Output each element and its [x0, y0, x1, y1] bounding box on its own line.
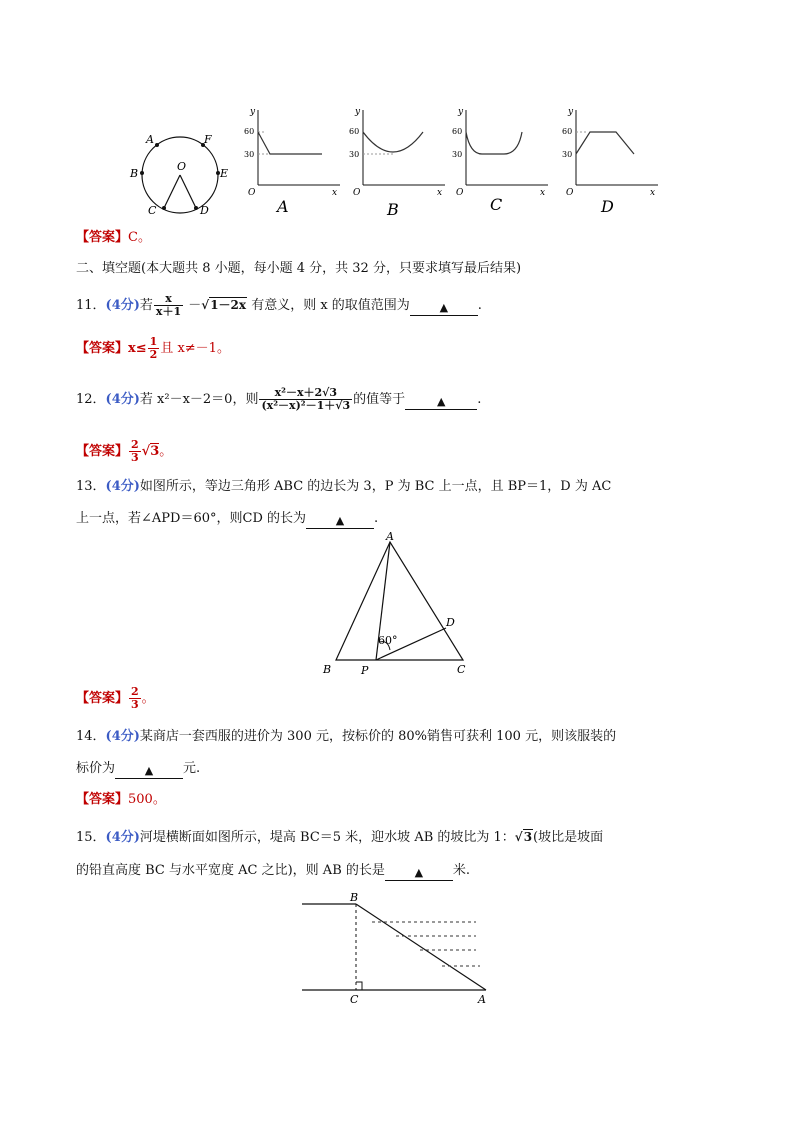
svg-text:y: y — [250, 107, 256, 117]
q13-triangle-figure — [318, 532, 478, 680]
svg-text:O: O — [456, 188, 464, 198]
q11-answer: 【答案】x≤ $\frac{1}{2}$ 且 x≠－1。 — [76, 335, 230, 361]
circle-label-F: F — [204, 133, 212, 146]
circle-label-B: B — [130, 167, 139, 180]
q14-question-line2: 标价为 ▲ 元. — [76, 761, 201, 777]
q13-label-B: B — [323, 663, 332, 676]
circle-label-A: A — [146, 133, 154, 146]
svg-text:30: 30 — [562, 150, 573, 159]
circle-label-E: E — [220, 167, 229, 180]
circle-diagram — [129, 133, 228, 217]
svg-text:y: y — [355, 107, 361, 117]
q15-question-line1: 15．(4分)河堤横断面如图所示，堤高 BC＝5 米，迎水坡 AB 的坡比为 1：√3(坡比是坡面 — [76, 830, 604, 845]
q10-answer: 【答案】C。 — [76, 230, 151, 245]
svg-text:60: 60 — [349, 127, 360, 136]
svg-text:60: 60 — [244, 127, 255, 136]
svg-text:x: x — [540, 188, 546, 198]
graph-label-C: C — [490, 195, 503, 214]
q13-question-line1: 13．(4分)如图所示，等边三角形 ABC 的边长为 3，P 为 BC 上一点，且 BP＝1，D 为 AC — [76, 479, 612, 494]
svg-text:30: 30 — [452, 150, 463, 159]
q15-label-A: A — [478, 993, 486, 1006]
q13-angle-label: 60° — [378, 634, 398, 647]
q12-answer: 【答案】 $\frac{2}{3}$ √3。 — [76, 438, 173, 464]
circle-label-O: O — [177, 160, 187, 173]
svg-text:O: O — [566, 188, 574, 198]
q13-label-D: D — [446, 616, 455, 629]
circle-label-C: C — [148, 204, 157, 217]
svg-text:x: x — [650, 188, 656, 198]
q15-question-line2: 的铅直高度 BC 与水平宽度 AC 之比)，则 AB 的长是 ▲ 米. — [76, 863, 471, 879]
graph-A — [244, 107, 340, 216]
q15-label-C: C — [350, 993, 359, 1006]
q11-blank[interactable]: ▲ — [410, 301, 478, 316]
q11-question: 11．(4分)若 $\frac{x}{x+1}$ －√1－2x 有意义，则 x 的取值范围为 ▲ . — [76, 292, 482, 318]
q13-label-C: C — [457, 663, 466, 676]
q15-label-B: B — [350, 891, 359, 904]
graph-D — [562, 107, 658, 216]
graph-label-A: A — [277, 197, 289, 216]
svg-text:30: 30 — [349, 150, 360, 159]
q15-embankment-figure — [300, 890, 500, 1010]
graph-B — [349, 107, 445, 219]
q14-blank[interactable]: ▲ — [115, 764, 183, 779]
svg-text:x: x — [437, 188, 443, 198]
graph-C — [452, 107, 548, 214]
svg-text:x: x — [332, 188, 338, 198]
q12-blank[interactable]: ▲ — [405, 395, 477, 410]
q15-blank[interactable]: ▲ — [385, 866, 453, 881]
svg-text:30: 30 — [244, 150, 255, 159]
q13-label-A: A — [386, 532, 394, 543]
q13-question-line2: 上一点，若∠APD＝60°，则CD 的长为 ▲ . — [76, 511, 379, 527]
circle-label-D: D — [200, 204, 209, 217]
q13-blank[interactable]: ▲ — [306, 514, 374, 529]
q14-question-line1: 14．(4分)某商店一套西服的进价为 300 元，按标价的 80%销售可获利 100 元，则该服装的 — [76, 729, 617, 744]
q13-answer: 【答案】 $\frac{2}{3}$ 。 — [76, 685, 155, 711]
graph-label-D: D — [601, 197, 614, 216]
section-heading: 二、填空题(本大题共 8 小题，每小题 4 分，共 32 分，只要求填写最后结果) — [76, 261, 522, 276]
svg-text:O: O — [248, 188, 256, 198]
svg-text:60: 60 — [452, 127, 463, 136]
q13-label-P: P — [361, 664, 369, 677]
svg-text:y: y — [458, 107, 464, 117]
q12-question: 12．(4分)若 x²－x－2＝0，则 $\frac{\text{x²－x＋2√3}}{\text{(x²－x)²－1＋√3}}$ 的值等于 ▲ . — [76, 386, 482, 412]
q14-answer: 【答案】500。 — [76, 792, 166, 807]
svg-text:O: O — [353, 188, 361, 198]
svg-text:60: 60 — [562, 127, 573, 136]
q10-figure — [120, 100, 680, 225]
graph-label-B: B — [387, 200, 399, 219]
svg-text:y: y — [568, 107, 574, 117]
